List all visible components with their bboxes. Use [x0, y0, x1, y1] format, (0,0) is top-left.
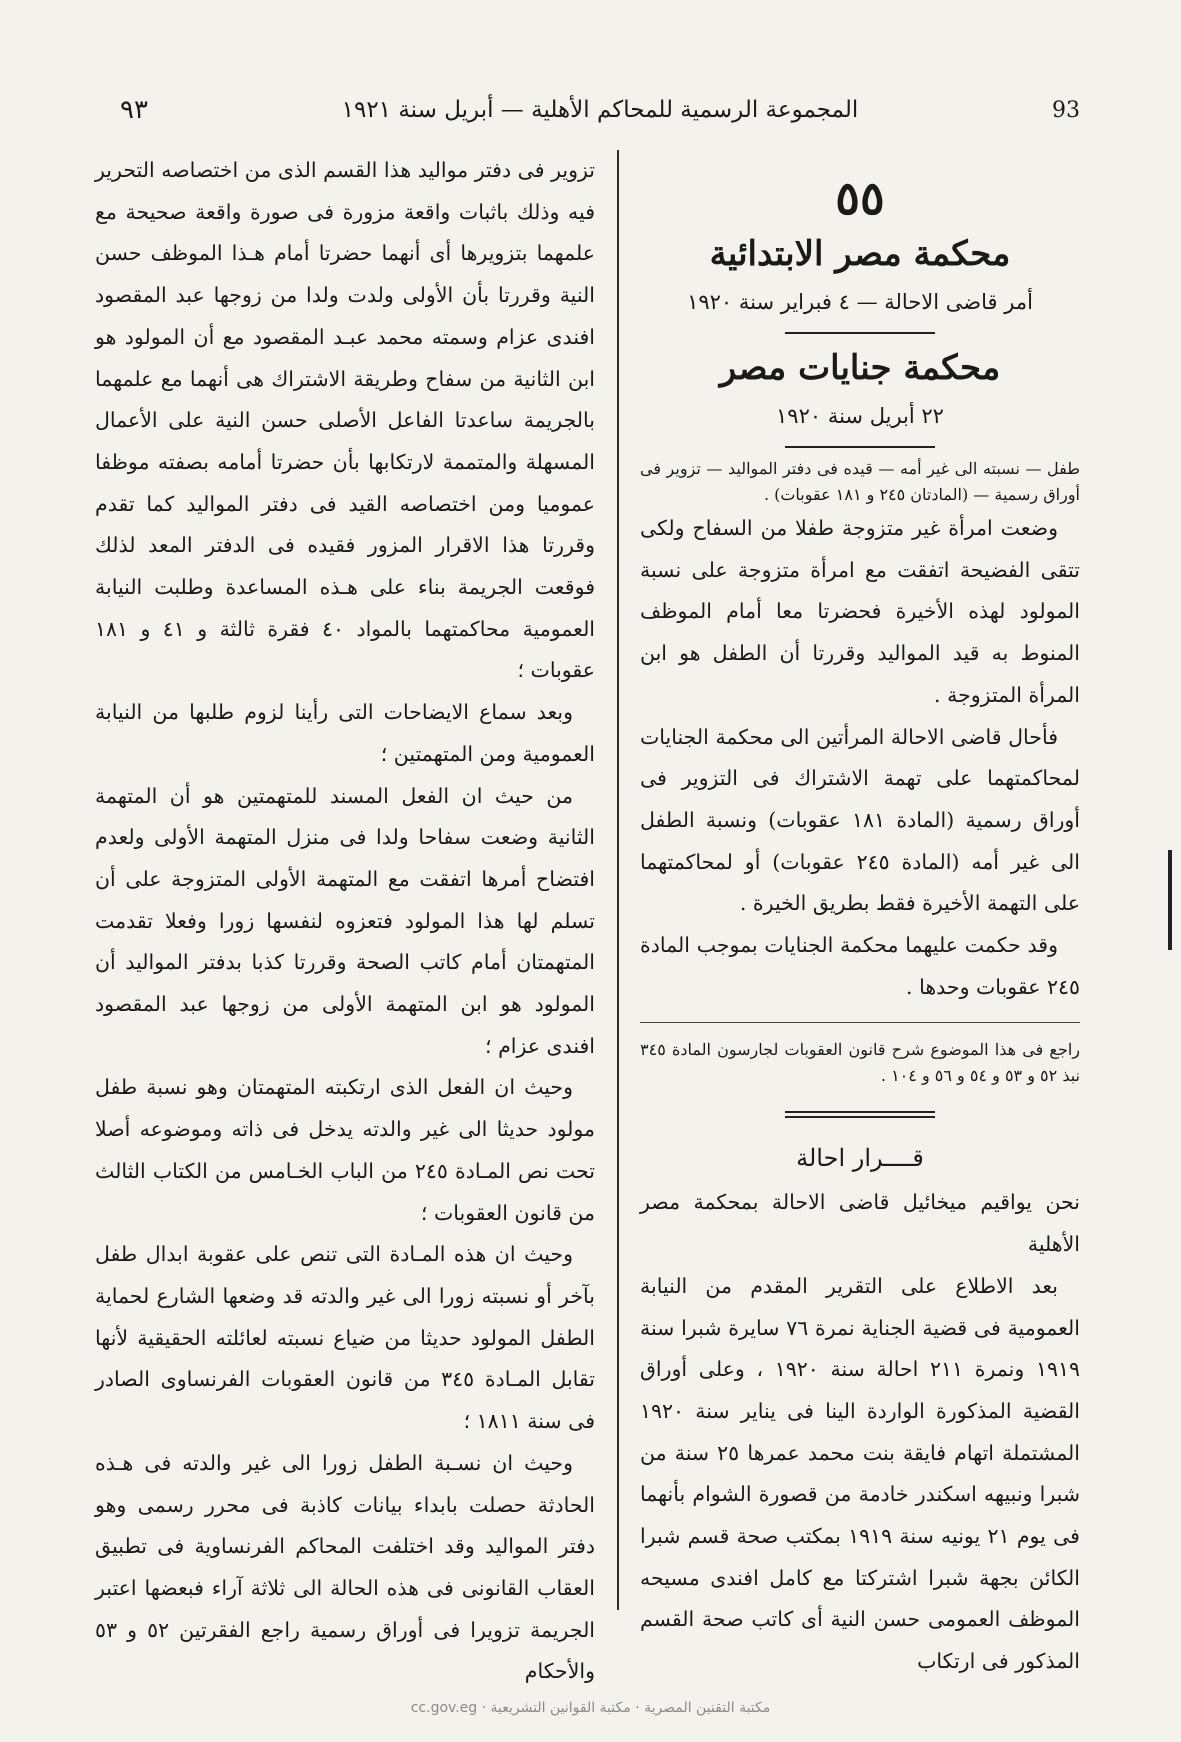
paragraph: وقد حكمت عليهما محكمة الجنايات بموجب المادة ٢٤٥ عقوبات وحدها .: [640, 933, 1080, 999]
paragraph: وحيث ان نسـبة الطفل زورا الى غير والدته فى هـذه الحادثة حصلت بابداء بيانات كاذبة فى محرر رسمى وهو دفتر المواليد وقد اختلفت المحاكم الفرنساوية فى تطبيق العقاب القانونى فى هذه الحالة الى ثلاثة آراء فبعضها اعتبر الجريمة تزويرا فى أوراق رسمية راجع الفقرتين ٥٢ و ٥٣ والأحكام: [95, 1450, 596, 1684]
paragraph: من حيث ان الفعل المسند للمتهمتين هو أن المتهمة الثانية وضعت سفاحا ولدا فى منزل المتهمة الأولى ولعدم افتضاح أمرها اتفقت مع المتهمة الأولى المتزوجة على أن تسلم لها هذا المولود فتعزوه لنفسها زورا وفعلا تقدمت المتهمتان أمام كاتب الصحة وقررتا كذبا بدفتر المواليد أن المولود هو ابن المتهمة الأولى من زوجها عبد المقصود افندى عزام ؛: [95, 783, 595, 1058]
left-column: [95, 150, 595, 1693]
paragraph: بعد الاطلاع على التقرير المقدم من النيابة العمومية فى قضية الجناية نمرة ٧٦ سايرة شبرا سنة ١٩١٩ ونمرة ٢١١ احالة سنة ١٩٢٠ ، وعلى أوراق القضية المذكورة الواردة الينا فى يناير سنة ١٩٢٠ المشتملة اتهام فايقة بنت محمد عمرها ٢٥ سنة من شبرا ونبيهه اسكندر خادمة من قصورة الشوام بأنهما فى يوم ٢١ يونيه سنة ١٩١٩ بمكتب صحة قسم شبرا الكائن بجهة شبرا اشتركتا مع كامل افندى مسيحه الموظف العمومى حسن النية أى كاتب صحة القسم المذكور فى ارتكاب: [640, 1273, 1080, 1674]
paragraph: وبعد سماع الايضاحات التى رأينا لزوم طلبها من النيابة العمومية ومن المتهمتين ؛: [95, 700, 595, 766]
case-summary: طفل — نسبته الى غير أمه — قيده فى دفتر المواليد — تزوير فى أوراق رسمية — (المادتان ٢٤٥ و ١٨١ عقوبات) .: [640, 459, 1080, 504]
page-number-arabic: ٩٣: [120, 95, 148, 125]
footer-watermark: cc.gov.eg · مكتبة التقنين المصرية · مكتبة القوانين التشريعية: [410, 1700, 771, 1716]
divider: [785, 332, 935, 334]
right-column: [640, 150, 1080, 1683]
paragraph: فأحال قاضى الاحالة المرأتين الى محكمة الجنايات لمحاكمتهما على تهمة الاشتراك فى التزوير فى أوراق رسمية (المادة ١٨١ عقوبات) ونسبة الطفل الى غير أمه (المادة ٢٤٥ عقوبات) أو لمحاكمتهما على التهمة الأخيرة فقط بطريق الخيرة .: [640, 724, 1081, 916]
paragraph: تزوير فى دفتر مواليد هذا القسم الذى من اختصاصه التحرير فيه وذلك باثبات واقعة مزورة فى صورة واقعة صحيحة مع علمهما بتزويرها أى أنهما حضرتا أمام هـذا الموظف حسن النية وقررتا بأن الأولى ولدت ولدا من زوجها عبد المقصود افندى عزام وسمته محمد عبـد المقصود مع أن المولود هو ابن الثانية من سفاح وطريقة الاشتراك هى أنهما مع علمهما بالجريمة ساعدتا الفاعل الأصلى حسن النية على الأعمال المسهلة والمتممة لارتكابها بأن حضرتا أمامه بصفته موظفا عموميا ومن اختصاصه القيد فى دفتر المواليد كما تقدم وقررتا هذا الاقرار المزور فقيده فى الدفتر المعد لذلك فوقعت الجريمة بناء على هـذه المساعدة وطلبت النيابة العمومية محاكمتهما بالمواد ٤٠ فقرة ثالثة و ٤١ و ١٨١ عقوبات ؛: [95, 158, 596, 683]
page-number-latin: 93: [1051, 97, 1080, 123]
footnote-rule: [640, 1022, 1080, 1023]
footnote: راجع فى هذا الموضوع شرح قانون العقوبات لجارسون المادة ٣٤٥ نبذ ٥٢ و ٥٣ و ٥٤ و ٥٦ و ١٠٤ .: [640, 1040, 1080, 1086]
column-divider: [617, 150, 619, 1610]
court-title-1: محكمة مصر الابتدائية: [709, 234, 1011, 274]
paragraph: وضعت امرأة غير متزوجة طفلا من السفاح ولكى تتقى الفضيحة اتفقت مع امرأة متزوجة على نسبة المولود لهذه الأخيرة فحضرتا معا أمام الموظف المنوط به قيد المواليد وقررتا أن الطفل هو ابن المرأة المتزوجة .: [640, 516, 1080, 707]
divider: [785, 446, 935, 448]
running-title: المجموعة الرسمية للمحاكم الأهلية — أبريل سنة ١٩٢١: [341, 97, 859, 123]
court-subtitle-2: ٢٢ أبريل سنة ١٩٢٠: [776, 404, 944, 428]
scan-margin-mark: [1168, 850, 1172, 950]
paragraph: نحن يواقيم ميخائيل قاضى الاحالة بمحكمة مصر الأهلية: [640, 1190, 1080, 1257]
paragraph: وحيث ان هذه المـادة التى تنص على عقوبة ابدال طفل بآخر أو نسبته زورا الى غير والدته قد وضعها الشارع لحماية الطفل المولود حديثا من ضياع نسبته لعائلته الحقيقية لأنها تقابل المـادة ٣٤٥ من قانون العقوبات الفرنساوى الصادر فى سنة ١٨١١ ؛: [95, 1242, 595, 1434]
double-divider: [785, 1111, 935, 1118]
case-number: ٥٥: [835, 171, 885, 225]
paragraph: وحيث ان الفعل الذى ارتكبته المتهمتان وهو نسبة طفل مولود حديثا الى غير والدته يدخل فى ذاته وموضوعه أصلا تحت نص المـادة ٢٤٥ من الباب الخـامس من الكتاب الثالث من قانون العقوبات ؛: [95, 1075, 595, 1225]
page-header: [120, 90, 1080, 130]
section-title: قــــرار احالة: [796, 1144, 924, 1173]
court-subtitle-1: أمر قاضى الاحالة — ٤ فبراير سنة ١٩٢٠: [687, 290, 1033, 314]
court-title-2: محكمة جنايات مصر: [719, 348, 1001, 388]
